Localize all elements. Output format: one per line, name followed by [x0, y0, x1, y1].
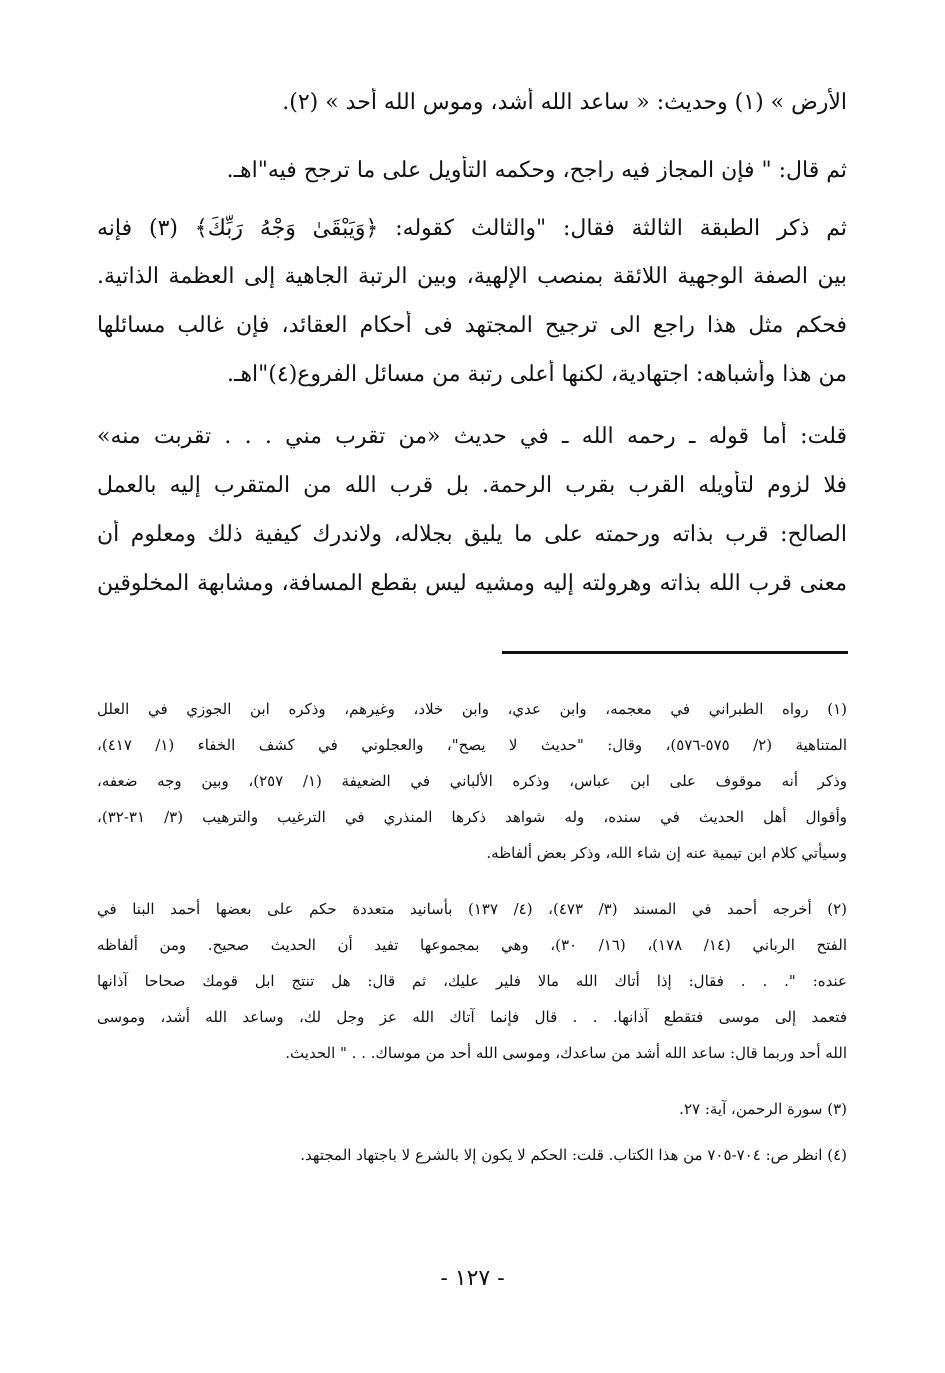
body-line-1: الأرض » (١) وحديث: « ساعد الله أشد، وموس الله أحد » (٢). [282, 90, 847, 115]
body-line-3: ثم ذكر الطبقة الثالثة فقال: "والثالث كقوله: ﴿وَيَبْقَىٰ وَجْهُ رَبِّكَ﴾ (٣) فإنه [97, 216, 847, 241]
footnote-line-2: المتناهية (٢/ ٥٧٥-٥٧٦)، وقال: "حديث لا يصح"، والعجلوني في كشف الخفاء (١/ ٤١٧)، [97, 736, 847, 754]
body-line-6: من هذا وأشباهه: اجتهادية، لكنها أعلى رتبة من مسائل الفروع(٤)"اهـ. [227, 362, 847, 387]
footnote-line-3: وذكر أنه موقوف على ابن عباس، وذكره الألباني في الضعيفة (١/ ٢٥٧)، وبين وجه ضعفه، [97, 772, 847, 790]
footnote-line-7: الفتح الرباني (١٤/ ١٧٨)، (١٦/ ٣٠)، وهي بمجموعها تفيد أن الحديث صحيح. ومن ألفاظه [97, 936, 847, 954]
body-line-5: فحكم مثل هذا راجع الى ترجيح المجتهد فى أحكام العقائد، فإن غالب مسائلها [97, 313, 847, 338]
footnote-line-6: (٢) أخرجه أحمد في المسند (٣/ ٤٧٣)، (٤/ ١٣٧) بأسانيد متعددة حكم على بعضها أحمد البنا في [97, 900, 847, 918]
body-line-10: معنى قرب الله بذاته وهرولته إليه ومشيه ليس بقطع المسافة، ومشابهة المخلوقين [97, 571, 847, 596]
body-line-7: قلت: أما قوله ـ رحمه الله ـ في حديث «من تقرب مني . . . تقربت منه» [97, 424, 847, 449]
body-line-9: الصالح: قرب بذاته ورحمته على ما يليق بجلاله، ولاندرك كيفية ذلك ومعلوم أن [97, 522, 847, 547]
body-line-4: بين الصفة الوجهية اللائقة بمنصب الإلهية، وبين الرتبة الجاهية إلى العظمة الذاتية. [97, 264, 847, 289]
footnote-line-4: وأقوال أهل الحديث في سنده، وله شواهد ذكرها المنذري في الترغيب والترهيب (٣/ ٣١-٣٢)، [97, 808, 847, 826]
footnote-line-1: (١) رواه الطبراني في معجمه، وابن عدي، وابن خلاد، وغيرهم، وذكره ابن الجوزي في العلل [97, 700, 847, 718]
footnote-line-10: الله أحد وربما قال: ساعد الله أشد من ساعدك، وموسى الله أحد من موساك. . . " الحديث. [285, 1044, 847, 1062]
body-line-2: ثم قال: " فإن المجاز فيه راجح، وحكمه التأويل على ما ترجح فيه"اهـ. [226, 158, 847, 183]
footnote-line-8: عنده: ". . . فقال: إذا أتاك الله مالا فلير عليك، ثم قال: هل تنتج ابل قومك صحاحا آذانها [97, 972, 847, 990]
footnote-line-9: فتعمد إلى موسى فتقطع آذانها. . . قال فإنما آتاك الله عز وجل لك، وساعد الله أشد، وموسى [97, 1008, 847, 1026]
footnote-line-12: (٤) انظر ص: ٧٠٤-٧٠٥ من هذا الكتاب. قلت: الحكم لا يكون إلا بالشرع لا باجتهاد المجتهد. [300, 1146, 847, 1164]
body-line-8: فلا لزوم لتأويله القرب بقرب الرحمة. بل قرب الله من المتقرب إليه بالعمل [97, 473, 847, 498]
page-number: - ١٢٧ - [440, 1266, 505, 1291]
footnote-separator [502, 651, 848, 654]
footnote-line-11: (٣) سورة الرحمن، آية: ٢٧. [679, 1100, 847, 1118]
footnote-line-5: وسيأتي كلام ابن تيمية عنه إن شاء الله، وذكر بعض ألفاظه. [486, 844, 847, 862]
